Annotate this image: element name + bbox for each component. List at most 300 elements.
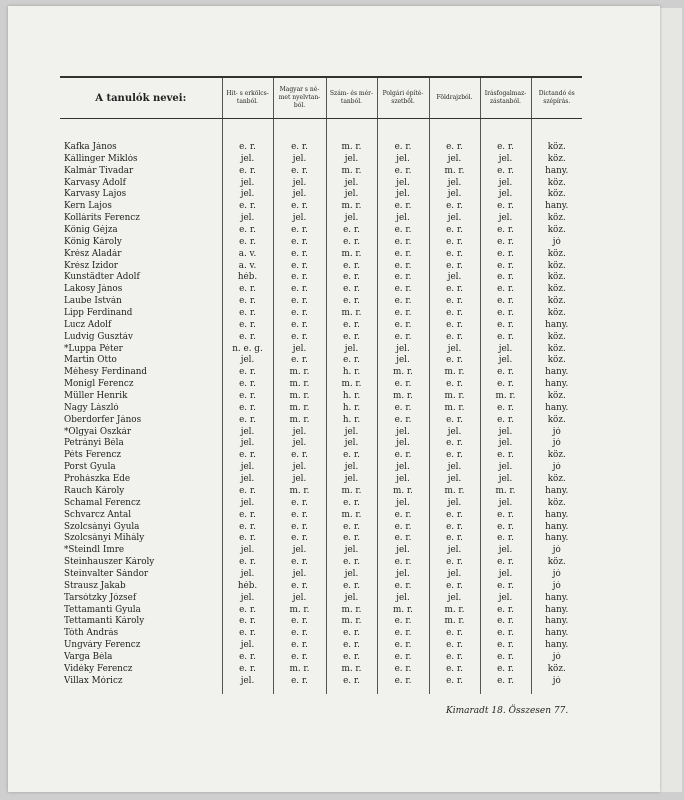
grade-cell: e. r. bbox=[273, 284, 326, 296]
grade-cell: jel. bbox=[480, 438, 531, 450]
grade-cell: h. r. bbox=[326, 415, 377, 427]
grade-cell: e. r. bbox=[222, 510, 273, 522]
student-name: Prohászka Ede bbox=[64, 474, 131, 485]
grade-cell: e. r. bbox=[377, 142, 429, 154]
grade-cell: jel. bbox=[480, 178, 531, 190]
grade-cell: e. r. bbox=[326, 557, 377, 569]
grade-cell: e. r. bbox=[377, 640, 429, 652]
grade-cell: e. r. bbox=[273, 296, 326, 308]
table-row bbox=[60, 189, 582, 201]
table-row bbox=[60, 166, 582, 178]
student-name: Kern Lajos bbox=[64, 201, 112, 212]
grade-cell: jel. bbox=[377, 498, 429, 510]
grade-cell: e. r. bbox=[429, 332, 480, 344]
grade-cell: m. r. bbox=[429, 616, 480, 628]
grade-cell: jel. bbox=[429, 213, 480, 225]
student-name: *Olgyai Oszkár bbox=[64, 426, 132, 437]
grade-cell: hany. bbox=[531, 605, 582, 617]
student-name: Laube István bbox=[64, 296, 122, 307]
grade-cell: jel. bbox=[480, 213, 531, 225]
grade-cell: e. r. bbox=[273, 652, 326, 664]
grade-cell: e. r. bbox=[326, 640, 377, 652]
student-name: Petrányi Béla bbox=[64, 438, 124, 449]
grade-cell: jel. bbox=[273, 474, 326, 486]
grade-cell: e. r. bbox=[480, 605, 531, 617]
grade-cell: e. r. bbox=[480, 237, 531, 249]
table-row bbox=[60, 272, 582, 284]
grade-cell: hany. bbox=[531, 379, 582, 391]
table-row bbox=[60, 438, 582, 450]
table-row bbox=[60, 605, 582, 617]
grade-cell: m. r. bbox=[377, 486, 429, 498]
grade-cell: e. r. bbox=[429, 628, 480, 640]
grade-cell: m. r. bbox=[326, 616, 377, 628]
table-row bbox=[60, 522, 582, 534]
grade-cell: e. r. bbox=[377, 308, 429, 320]
grade-cell: jel. bbox=[480, 498, 531, 510]
grade-cell: e. r. bbox=[222, 142, 273, 154]
grade-cell: jel. bbox=[222, 474, 273, 486]
grade-cell: jel. bbox=[429, 498, 480, 510]
grade-cell: köz. bbox=[531, 498, 582, 510]
grade-cell: e. r. bbox=[480, 308, 531, 320]
student-name: Kőnig Károly bbox=[64, 236, 122, 247]
student-name: Krész Izidor bbox=[64, 260, 118, 271]
grade-cell: jel. bbox=[377, 474, 429, 486]
grade-cell: jel. bbox=[377, 178, 429, 190]
grade-cell: köz. bbox=[531, 450, 582, 462]
student-name: Steinhauszer Károly bbox=[64, 557, 155, 568]
grade-cell: e. r. bbox=[377, 522, 429, 534]
grade-cell: e. r. bbox=[222, 533, 273, 545]
grade-cell: köz. bbox=[531, 474, 582, 486]
grade-cell: jel. bbox=[377, 355, 429, 367]
table-row bbox=[60, 569, 582, 581]
grade-cell: e. r. bbox=[480, 640, 531, 652]
grade-cell: e. r. bbox=[273, 581, 326, 593]
grade-cell: hany. bbox=[531, 593, 582, 605]
grade-cell: e. r. bbox=[480, 367, 531, 379]
grade-cell: e. r. bbox=[377, 296, 429, 308]
grade-cell: jel. bbox=[377, 438, 429, 450]
grade-cell: hany. bbox=[531, 533, 582, 545]
grade-cell: jel. bbox=[273, 438, 326, 450]
grade-cell: jel. bbox=[222, 569, 273, 581]
grade-cell: e. r. bbox=[429, 249, 480, 261]
student-name: Szolcsányi Mihály bbox=[64, 533, 145, 544]
student-name: Müller Henrik bbox=[64, 391, 128, 402]
grade-cell: jel. bbox=[222, 676, 273, 688]
grade-cell: hany. bbox=[531, 320, 582, 332]
grade-cell: hany. bbox=[531, 367, 582, 379]
grade-cell: e. r. bbox=[222, 320, 273, 332]
grade-cell: hany. bbox=[531, 510, 582, 522]
grade-cell: köz. bbox=[531, 557, 582, 569]
grade-cell: e. r. bbox=[273, 249, 326, 261]
grade-cell: m. r. bbox=[273, 403, 326, 415]
grade-cell: jel. bbox=[222, 498, 273, 510]
grade-cell: m. r. bbox=[429, 605, 480, 617]
grade-cell: e. r. bbox=[222, 166, 273, 178]
grade-cell: m. r. bbox=[429, 367, 480, 379]
grade-cell: e. r. bbox=[273, 237, 326, 249]
grade-cell: jel. bbox=[222, 438, 273, 450]
grade-cell: e. r. bbox=[326, 284, 377, 296]
grade-cell: e. r. bbox=[326, 652, 377, 664]
subject-column-header: Hit- s erkölcs-tanból. bbox=[222, 77, 273, 119]
grade-cell: jel. bbox=[377, 593, 429, 605]
grade-cell: jel. bbox=[377, 462, 429, 474]
student-name: Nagy László bbox=[64, 402, 119, 413]
student-name: Monigl Ferencz bbox=[64, 379, 134, 390]
grade-cell: m. r. bbox=[273, 486, 326, 498]
grades-table bbox=[60, 76, 582, 694]
grade-cell: jel. bbox=[377, 569, 429, 581]
student-name: Villax Móricz bbox=[64, 675, 123, 686]
student-name: Tettamanti Gyula bbox=[64, 604, 141, 615]
grade-cell: köz. bbox=[531, 664, 582, 676]
table-row bbox=[60, 593, 582, 605]
student-name: Martin Otto bbox=[64, 355, 117, 366]
grade-cell: e. r. bbox=[222, 284, 273, 296]
grade-cell: jel. bbox=[222, 640, 273, 652]
grade-cell: e. r. bbox=[377, 616, 429, 628]
student-name: Tettamanti Károly bbox=[64, 616, 145, 627]
grade-cell: hany. bbox=[531, 403, 582, 415]
grade-cell: e. r. bbox=[480, 652, 531, 664]
grade-cell: jel. bbox=[480, 154, 531, 166]
table-row bbox=[60, 676, 582, 688]
grade-cell: e. r. bbox=[480, 332, 531, 344]
grade-cell: köz. bbox=[531, 296, 582, 308]
grade-cell: e. r. bbox=[429, 676, 480, 688]
grade-cell: köz. bbox=[531, 272, 582, 284]
grade-cell: jó bbox=[531, 581, 582, 593]
grade-cell: jel. bbox=[326, 178, 377, 190]
grade-cell: jel. bbox=[480, 569, 531, 581]
grade-cell: jel. bbox=[273, 154, 326, 166]
table-body bbox=[60, 119, 582, 694]
grade-cell: e. r. bbox=[480, 616, 531, 628]
grade-cell: jel. bbox=[326, 593, 377, 605]
grade-cell: m. r. bbox=[377, 367, 429, 379]
table-row bbox=[60, 249, 582, 261]
grade-cell: m. r. bbox=[429, 486, 480, 498]
grade-cell: e. r. bbox=[480, 320, 531, 332]
table-row bbox=[60, 213, 582, 225]
table-row bbox=[60, 640, 582, 652]
grade-cell: jó bbox=[531, 427, 582, 439]
grade-cell: jel. bbox=[222, 154, 273, 166]
grade-cell: e. r. bbox=[377, 557, 429, 569]
subject-column-header: Földrajzból. bbox=[429, 77, 480, 119]
grade-cell: e. r. bbox=[429, 261, 480, 273]
grade-cell: e. r. bbox=[222, 379, 273, 391]
table-row bbox=[60, 344, 582, 356]
grade-cell: e. r. bbox=[480, 628, 531, 640]
student-name: Krész Aladár bbox=[64, 248, 122, 259]
grade-cell: jel. bbox=[429, 569, 480, 581]
grade-cell: e. r. bbox=[222, 664, 273, 676]
grade-cell: héb. bbox=[222, 272, 273, 284]
grade-cell: jel. bbox=[326, 438, 377, 450]
grade-cell: e. r. bbox=[273, 225, 326, 237]
grade-cell: e. r. bbox=[377, 403, 429, 415]
table-row bbox=[60, 178, 582, 190]
grade-cell: m. r. bbox=[480, 391, 531, 403]
grade-cell: jel. bbox=[222, 189, 273, 201]
grade-cell: a. v. bbox=[222, 261, 273, 273]
grade-cell: jó bbox=[531, 545, 582, 557]
grade-cell: e. r. bbox=[273, 628, 326, 640]
grade-cell: e. r. bbox=[222, 605, 273, 617]
grade-cell: m. r. bbox=[326, 379, 377, 391]
grade-cell: m. r. bbox=[480, 486, 531, 498]
grade-cell: jel. bbox=[429, 154, 480, 166]
grade-cell: m. r. bbox=[429, 391, 480, 403]
grade-cell: e. r. bbox=[222, 367, 273, 379]
grade-cell: e. r. bbox=[429, 438, 480, 450]
grade-cell: köz. bbox=[531, 308, 582, 320]
subject-column-header: Magyar s né-met nyelvtan-ból. bbox=[273, 77, 326, 119]
grade-cell: e. r. bbox=[273, 533, 326, 545]
grade-cell: jel. bbox=[480, 427, 531, 439]
student-name: Lipp Ferdinand bbox=[64, 308, 133, 319]
student-name: Méhesy Ferdinand bbox=[64, 367, 148, 378]
grade-cell: e. r. bbox=[377, 201, 429, 213]
table-row bbox=[60, 474, 582, 486]
grade-cell: jel. bbox=[377, 344, 429, 356]
student-name: Kállinger Miklós bbox=[64, 153, 138, 164]
grade-cell: m. r. bbox=[326, 486, 377, 498]
grade-cell: jel. bbox=[273, 462, 326, 474]
grade-cell: e. r. bbox=[377, 415, 429, 427]
grade-cell: jel. bbox=[429, 344, 480, 356]
grade-cell: jel. bbox=[480, 545, 531, 557]
grade-cell: e. r. bbox=[222, 450, 273, 462]
student-name: Szolcsányi Gyula bbox=[64, 521, 140, 532]
grade-cell: e. r. bbox=[429, 533, 480, 545]
table-row bbox=[60, 296, 582, 308]
grade-cell: jel. bbox=[429, 474, 480, 486]
grade-cell: jó bbox=[531, 462, 582, 474]
grade-cell: e. r. bbox=[480, 510, 531, 522]
grade-cell: e. r. bbox=[480, 557, 531, 569]
grade-cell: e. r. bbox=[480, 142, 531, 154]
grade-cell: e. r. bbox=[222, 403, 273, 415]
grade-cell: jel. bbox=[326, 213, 377, 225]
grade-cell: e. r. bbox=[377, 450, 429, 462]
grade-cell: e. r. bbox=[326, 498, 377, 510]
student-name: Varga Béla bbox=[64, 651, 113, 662]
grade-cell: e. r. bbox=[429, 652, 480, 664]
table-row bbox=[60, 391, 582, 403]
grade-cell: e. r. bbox=[377, 664, 429, 676]
grade-cell: e. r. bbox=[273, 498, 326, 510]
grade-cell: e. r. bbox=[222, 628, 273, 640]
grade-cell: jel. bbox=[326, 427, 377, 439]
table-row bbox=[60, 367, 582, 379]
grade-cell: m. r. bbox=[326, 166, 377, 178]
grade-cell: m. r. bbox=[273, 379, 326, 391]
student-name: *Steindl Imre bbox=[64, 545, 125, 556]
table-row bbox=[60, 486, 582, 498]
grade-cell: e. r. bbox=[326, 450, 377, 462]
table-row bbox=[60, 498, 582, 510]
grade-cell: e. r. bbox=[273, 261, 326, 273]
student-name: Karvasy Lajos bbox=[64, 189, 127, 200]
grade-cell: e. r. bbox=[377, 628, 429, 640]
grade-cell: jel. bbox=[222, 545, 273, 557]
grade-cell: jel. bbox=[222, 213, 273, 225]
grade-cell: m. r. bbox=[273, 664, 326, 676]
grade-cell: köz. bbox=[531, 391, 582, 403]
table-row bbox=[60, 415, 582, 427]
table-row bbox=[60, 379, 582, 391]
grade-cell: e. r. bbox=[377, 379, 429, 391]
subject-column-header: Polgári építé-szetből. bbox=[377, 77, 429, 119]
grade-cell: hany. bbox=[531, 628, 582, 640]
grade-cell: jel. bbox=[429, 462, 480, 474]
table-row bbox=[60, 201, 582, 213]
grade-cell: e. r. bbox=[326, 332, 377, 344]
grade-cell: m. r. bbox=[326, 142, 377, 154]
grade-cell: jó bbox=[531, 569, 582, 581]
student-name: Steinvalter Sándor bbox=[64, 568, 149, 579]
grade-cell: e. r. bbox=[480, 403, 531, 415]
subject-column-header: Irásfogalmaz-zástanból. bbox=[480, 77, 531, 119]
grade-cell: jel. bbox=[326, 462, 377, 474]
grade-cell: e. r. bbox=[273, 320, 326, 332]
grade-cell: m. r. bbox=[326, 201, 377, 213]
grade-cell: e. r. bbox=[326, 628, 377, 640]
grade-cell: e. r. bbox=[480, 272, 531, 284]
grade-cell: e. r. bbox=[326, 237, 377, 249]
grade-cell: e. r. bbox=[222, 201, 273, 213]
grade-cell: köz. bbox=[531, 249, 582, 261]
grade-cell: m. r. bbox=[273, 367, 326, 379]
grade-cell: köz. bbox=[531, 142, 582, 154]
names-column-header: A tanulók nevei: bbox=[60, 77, 222, 119]
grade-cell: jel. bbox=[377, 189, 429, 201]
grade-cell: e. r. bbox=[222, 415, 273, 427]
grade-cell: jel. bbox=[326, 569, 377, 581]
grade-cell: e. r. bbox=[377, 652, 429, 664]
grade-cell: jel. bbox=[273, 178, 326, 190]
grade-cell: e. r. bbox=[429, 201, 480, 213]
table-row bbox=[60, 533, 582, 545]
grade-cell: jel. bbox=[273, 427, 326, 439]
grade-cell: e. r. bbox=[429, 379, 480, 391]
grade-cell: e. r. bbox=[273, 142, 326, 154]
grade-cell: hany. bbox=[531, 201, 582, 213]
grade-cell: n. e. g. bbox=[222, 344, 273, 356]
grade-cell: e. r. bbox=[273, 201, 326, 213]
student-name: Kunstädter Adolf bbox=[64, 272, 140, 283]
grade-cell: e. r. bbox=[273, 332, 326, 344]
grade-cell: e. r. bbox=[377, 237, 429, 249]
grade-cell: e. r. bbox=[326, 533, 377, 545]
grade-cell: e. r. bbox=[326, 272, 377, 284]
grade-cell: hany. bbox=[531, 486, 582, 498]
grade-cell: e. r. bbox=[377, 261, 429, 273]
grade-cell: e. r. bbox=[429, 510, 480, 522]
table-row bbox=[60, 154, 582, 166]
grade-cell: e. r. bbox=[326, 522, 377, 534]
end-row bbox=[60, 688, 582, 694]
grade-cell: e. r. bbox=[222, 522, 273, 534]
grade-cell: jel. bbox=[480, 344, 531, 356]
table-row bbox=[60, 545, 582, 557]
grade-cell: m. r. bbox=[377, 391, 429, 403]
grade-cell: jel. bbox=[222, 593, 273, 605]
grade-cell: hany. bbox=[531, 522, 582, 534]
grade-cell: köz. bbox=[531, 355, 582, 367]
grade-cell: jel. bbox=[377, 213, 429, 225]
grade-cell: jel. bbox=[429, 545, 480, 557]
grade-cell: e. r. bbox=[273, 557, 326, 569]
student-name: *Luppa Péter bbox=[64, 343, 123, 354]
grade-cell: e. r. bbox=[273, 510, 326, 522]
grade-cell: m. r. bbox=[326, 510, 377, 522]
student-name: Tóth András bbox=[64, 628, 119, 639]
table-row bbox=[60, 355, 582, 367]
grade-cell: e. r. bbox=[222, 237, 273, 249]
grade-cell: e. r. bbox=[222, 308, 273, 320]
grade-cell: m. r. bbox=[273, 605, 326, 617]
grade-cell: köz. bbox=[531, 189, 582, 201]
spacer-row bbox=[60, 119, 582, 143]
grade-cell: e. r. bbox=[429, 284, 480, 296]
grade-cell: hany. bbox=[531, 616, 582, 628]
grade-cell: köz. bbox=[531, 178, 582, 190]
grade-cell: e. r. bbox=[480, 249, 531, 261]
table-row bbox=[60, 284, 582, 296]
grade-cell: e. r. bbox=[480, 581, 531, 593]
grade-cell: e. r. bbox=[377, 166, 429, 178]
grade-cell: köz. bbox=[531, 344, 582, 356]
grade-cell: e. r. bbox=[480, 225, 531, 237]
grade-cell: e. r. bbox=[326, 581, 377, 593]
grade-cell: e. r. bbox=[429, 142, 480, 154]
table-row bbox=[60, 628, 582, 640]
grade-cell: e. r. bbox=[429, 450, 480, 462]
student-name: Lucz Adolf bbox=[64, 319, 112, 330]
grade-cell: jel. bbox=[222, 355, 273, 367]
grade-cell: jel. bbox=[480, 474, 531, 486]
grade-cell: köz. bbox=[531, 213, 582, 225]
table-row bbox=[60, 261, 582, 273]
table-row bbox=[60, 616, 582, 628]
grade-cell: e. r. bbox=[273, 166, 326, 178]
grade-cell: h. r. bbox=[326, 367, 377, 379]
student-name: Strausz Jakab bbox=[64, 580, 126, 591]
grade-cell: jel. bbox=[480, 189, 531, 201]
grade-cell: e. r. bbox=[480, 676, 531, 688]
grade-cell: e. r. bbox=[326, 296, 377, 308]
grade-cell: e. r. bbox=[222, 391, 273, 403]
grade-cell: jel. bbox=[273, 545, 326, 557]
grade-cell: e. r. bbox=[273, 616, 326, 628]
grade-cell: m. r. bbox=[429, 166, 480, 178]
grade-cell: jel. bbox=[429, 427, 480, 439]
grade-cell: m. r. bbox=[429, 403, 480, 415]
grade-cell: hany. bbox=[531, 166, 582, 178]
table-row bbox=[60, 332, 582, 344]
grade-cell: e. r. bbox=[429, 237, 480, 249]
student-name: Tarsótzky József bbox=[64, 592, 137, 603]
student-name: Karvasy Adolf bbox=[64, 177, 126, 188]
